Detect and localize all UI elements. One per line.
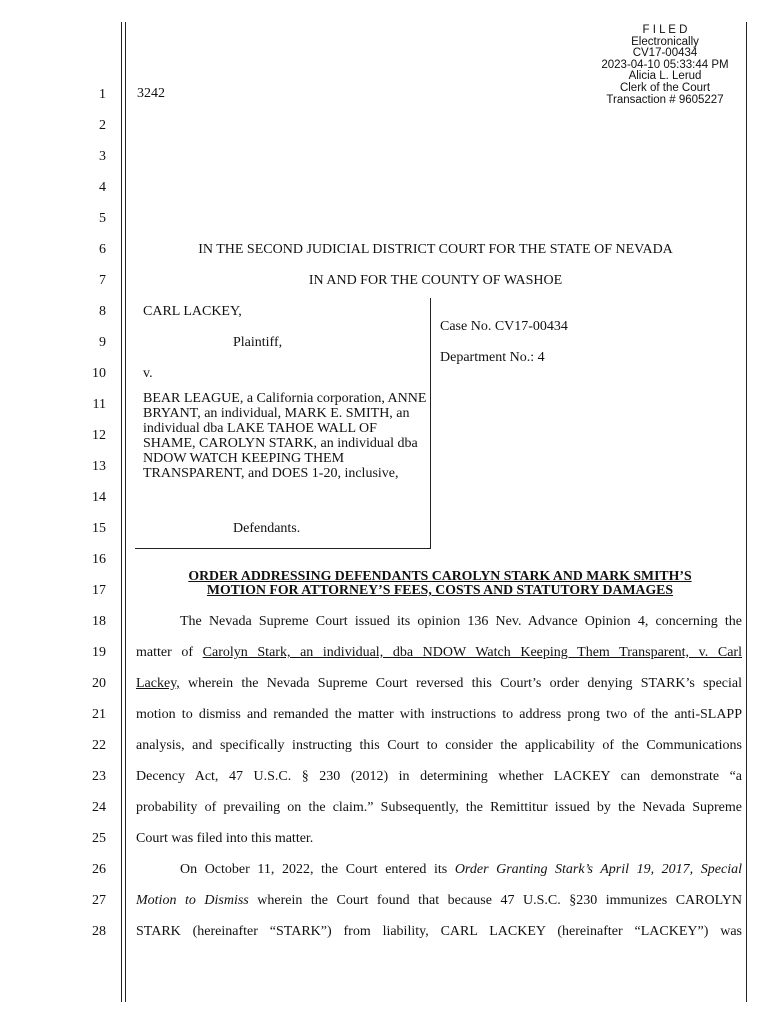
line-number: 3 [99, 149, 106, 164]
line-number: 17 [92, 583, 106, 598]
defendants-list: BEAR LEAGUE, a California corporation, ANNE BRYANT, an individual, MARK E. SMITH, an individual dba LAKE TAHOE WALL OF SHAME, CAROLYN STARK, an individual dba NDOW WATCH KEEPING THEM TRANSPARENT, and DOES 1-20, inclusive, [143, 391, 427, 481]
versus: v. [143, 366, 153, 381]
caption-vertical-rule [430, 298, 431, 548]
line-number: 18 [92, 614, 106, 629]
body-text: On October 11, 2022, the Court entered its [180, 862, 455, 877]
filed-line: Alicia L. Lerud [628, 70, 702, 83]
order-title-line2: MOTION FOR ATTORNEY’S FEES, COSTS AND STATUTORY DAMAGES [206, 582, 674, 597]
left-margin-rule-inner [125, 22, 126, 1002]
line-number: 9 [99, 335, 106, 350]
line-number: 4 [99, 180, 106, 195]
body-line-24: probability of prevailing on the claim.” Subsequently, the Remittitur issued by the Nevada Supreme [136, 800, 742, 815]
line-number: 21 [92, 707, 106, 722]
defendants-role: Defendants. [233, 521, 301, 536]
department-number: Department No.: 4 [440, 350, 545, 365]
case-citation: Lackey, [136, 676, 180, 691]
left-margin-rule-outer [121, 22, 122, 1002]
line-number: 23 [92, 769, 106, 784]
line-number: 1 [99, 87, 106, 102]
order-title-line1: ORDER ADDRESSING DEFENDANTS CAROLYN STARK AND MARK SMITH’S [188, 568, 692, 583]
filed-stamp [585, 25, 745, 106]
order-title-reference: Motion to Dismiss [136, 893, 249, 908]
plaintiff-name: CARL LACKEY, [143, 304, 242, 319]
right-margin-rule [746, 22, 747, 1002]
line-number: 13 [92, 459, 106, 474]
body-line-27 [136, 893, 742, 909]
filed-line: CV17-00434 [632, 47, 698, 60]
line-number: 27 [92, 893, 106, 908]
line-number: 11 [92, 397, 106, 412]
line-number: 28 [92, 924, 106, 939]
line-number: 20 [92, 676, 106, 691]
line-number: 19 [92, 645, 106, 660]
body-line-18: The Nevada Supreme Court issued its opinion 136 Nev. Advance Opinion 4, concerning the [180, 614, 742, 629]
court-heading-line1: IN THE SECOND JUDICIAL DISTRICT COURT FOR THE STATE OF NEVADA [198, 242, 673, 257]
body-line-28: STARK (hereinafter “STARK”) from liability, CARL LACKEY (hereinafter “LACKEY”) was [136, 924, 742, 939]
court-heading-line2: IN AND FOR THE COUNTY OF WASHOE [308, 273, 563, 288]
line-number: 24 [92, 800, 106, 815]
line-number: 10 [92, 366, 106, 381]
filed-line: Electronically [631, 35, 699, 48]
line-number: 12 [92, 428, 106, 443]
document-code: 3242 [137, 86, 165, 101]
body-line-19 [136, 645, 742, 661]
caption-bottom-rule [135, 548, 431, 549]
line-number: 7 [99, 273, 106, 288]
line-number: 5 [99, 211, 106, 226]
line-number: 15 [92, 521, 106, 536]
case-number: Case No. CV17-00434 [440, 319, 568, 334]
body-line-20 [136, 676, 742, 692]
body-line-23: Decency Act, 47 U.S.C. § 230 (2012) in determining whether LACKEY can demonstrate “a [136, 769, 742, 784]
body-line-21: motion to dismiss and remanded the matter with instructions to address prong two of the anti-SLAPP [136, 707, 742, 722]
filed-line: Transaction # 9605227 [606, 93, 724, 106]
line-number: 16 [92, 552, 106, 567]
line-number: 2 [99, 118, 106, 133]
line-number: 14 [92, 490, 106, 505]
order-title-reference: Order Granting Stark’s April 19, 2017, Special [454, 862, 742, 877]
filed-line: 2023-04-10 05:33:44 PM [601, 58, 729, 71]
line-number: 26 [92, 862, 106, 877]
body-text: wherein the Nevada Supreme Court reversed this Court’s order denying STARK’s special [179, 676, 742, 691]
case-citation: Carolyn Stark, an individual, dba NDOW Watch Keeping Them Transparent, v. Carl [202, 645, 742, 660]
body-line-22: analysis, and specifically instructing this Court to consider the applicability of the Communications [136, 738, 742, 753]
body-text: matter of [136, 645, 203, 660]
body-line-26 [180, 862, 742, 878]
body-text: wherein the Court found that because 47 U.S.C. §230 immunizes CAROLYN [248, 893, 742, 908]
filed-line: F I L E D [642, 24, 688, 36]
plaintiff-role: Plaintiff, [233, 335, 283, 350]
line-number: 8 [99, 304, 106, 319]
line-number: 6 [99, 242, 106, 257]
body-line-25: Court was filed into this matter. [136, 831, 314, 846]
line-number: 22 [92, 738, 106, 753]
filed-line: Clerk of the Court [619, 81, 711, 94]
line-number: 25 [92, 831, 106, 846]
